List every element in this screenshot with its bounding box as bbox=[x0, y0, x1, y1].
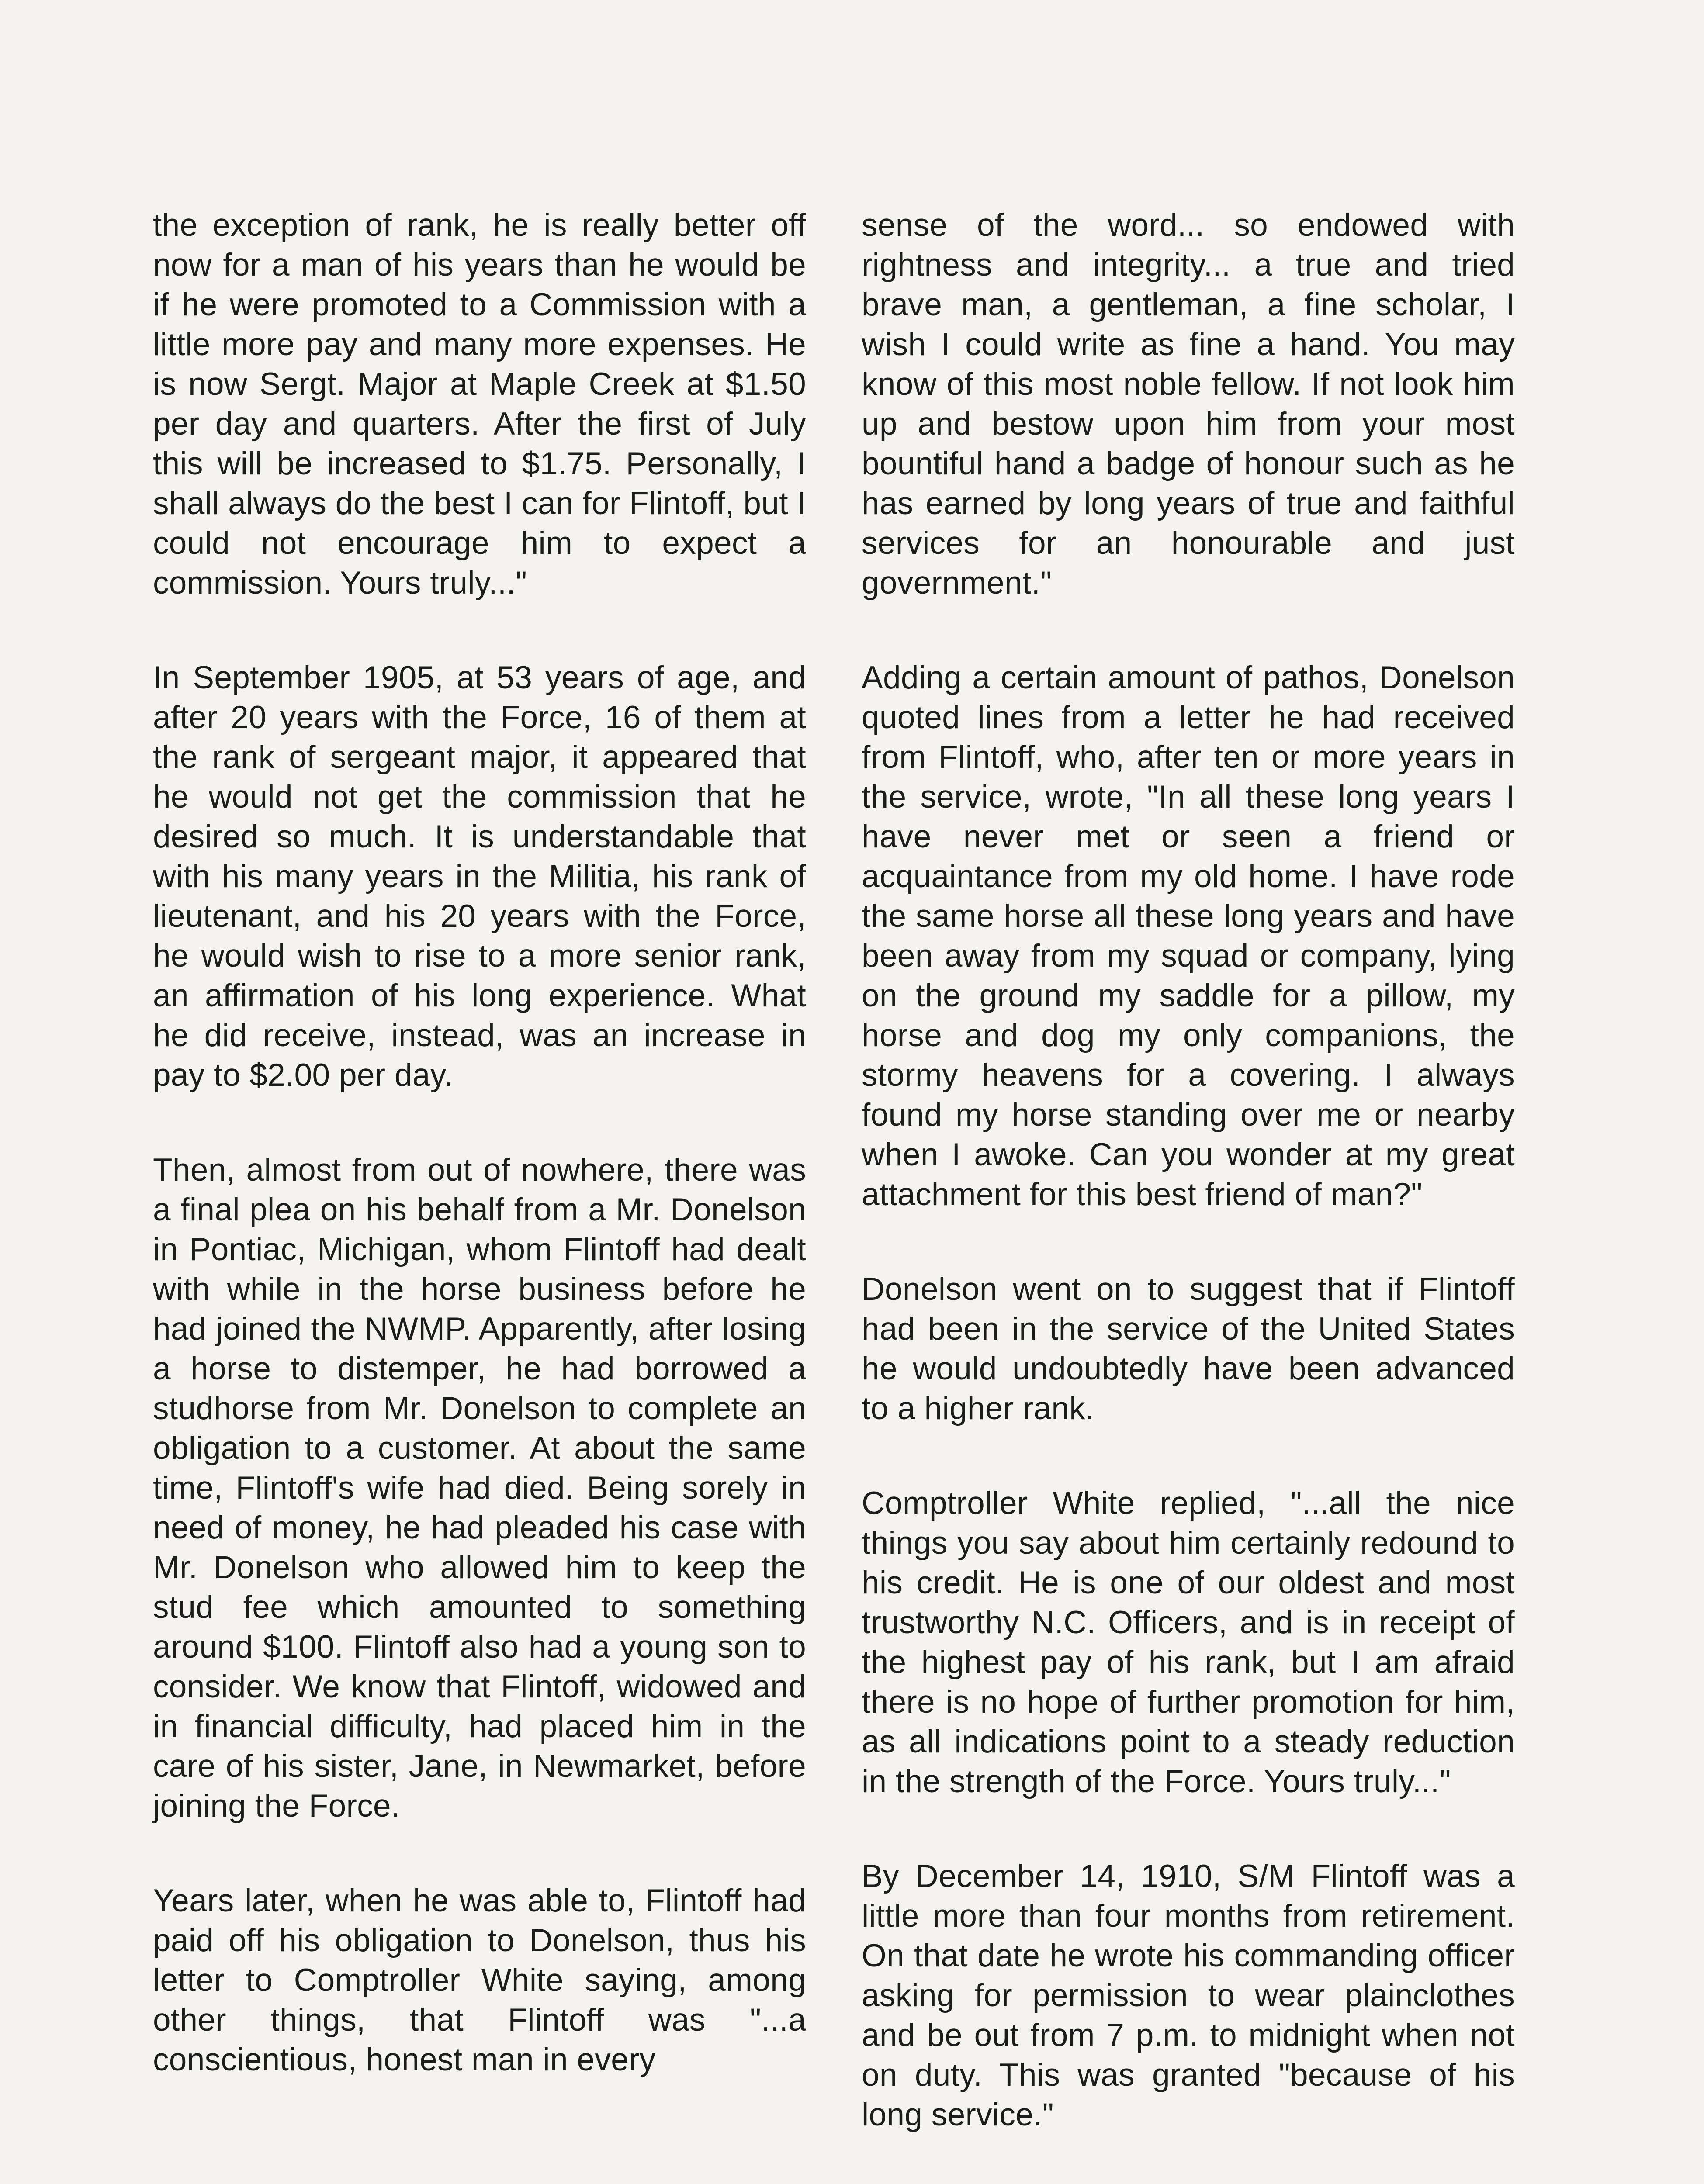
paragraph: sense of the word... so endowed with rightness and integrity... a true and tried brave man, a gentleman, a fine scholar, I wish I could write as fine a hand. You may know of this most noble fellow. If not look him up and bestow upon him from your most bountiful hand a badge of honour such as he has earned by long years of true and faithful services for an honourable and just government." bbox=[862, 207, 1515, 601]
paragraph: the exception of rank, he is really better off now for a man of his years than he would be if he were promoted to a Commission with a little more pay and many more expenses. He is now Sergt. Major at Maple Creek at $1.50 per day and quarters. After the first of July this will be increased to $1.75. Personally, I shall always do the best I can for Flintoff, but I could not encourage him to expect a commission. Yours truly..." bbox=[153, 207, 806, 601]
paragraph: By December 14, 1910, S/M Flintoff was a little more than four months from retirement. On that date he wrote his commanding officer asking for permission to wear plainclothes and be out from 7 p.m. to midnight when not on duty. This was granted "because of his long service." bbox=[862, 1859, 1515, 2132]
paragraph: Comptroller White replied, "...all the nice things you say about him certainly redound to his credit. He is one of our oldest and most trustworthy N.C. Officers, and is in receipt of the highest pay of his rank, but I am afraid there is no hope of further promotion for him, as all indications point to a steady reduction in the strength of the Force. Yours truly..." bbox=[862, 1486, 1515, 1799]
paragraph: In September 1905, at 53 years of age, and after 20 years with the Force, 16 of them at the rank of sergeant major, it appeared that he would not get the commission that he desired so much. It is understandable that with his many years in the Militia, his rank of lieutenant, and his 20 years with the Force, he would wish to rise to a more senior rank, an affirmation of his long experience. What he did receive, instead, was an increase in pay to $2.00 per day. bbox=[153, 660, 806, 1093]
left-column bbox=[153, 205, 806, 2135]
right-column bbox=[862, 205, 1515, 2184]
paragraph: Donelson went on to suggest that if Flintoff had been in the service of the United States he would undoubtedly have been advanced to a higher rank. bbox=[862, 1272, 1515, 1426]
paragraph: Adding a certain amount of pathos, Donelson quoted lines from a letter he had received from Flintoff, who, after ten or more years in the service, wrote, "In all these long years I have never met or seen a friend or acquaintance from my old home. I have rode the same horse all these long years and have been away from my squad or company, lying on the ground my saddle for a pillow, my horse and dog my only companions, the stormy heavens for a covering. I always found my horse standing over me or nearby when I awoke. Can you wonder at my great attachment for this best friend of man?" bbox=[862, 660, 1515, 1212]
paragraph: Then, almost from out of nowhere, there was a final plea on his behalf from a Mr. Donelson in Pontiac, Michigan, whom Flintoff had dealt with while in the horse business before he had joined the NWMP. Apparently, after losing a horse to distemper, he had borrowed a studhorse from Mr. Donelson to complete an obligation to a customer. At about the same time, Flintoff's wife had died. Being sorely in need of money, he had pleaded his case with Mr. Donelson who allowed him to keep the stud fee which amounted to something around $100. Flintoff also had a young son to consider. We know that Flintoff, widowed and in financial difficulty, had placed him in the care of his sister, Jane, in Newmarket, before joining the Force. bbox=[153, 1152, 806, 1824]
paragraph: Years later, when he was able to, Flintoff had paid off his obligation to Donelson, thus his letter to Comptroller White saying, among other things, that Flintoff was "...a conscientious, honest man in every bbox=[153, 1883, 806, 2077]
